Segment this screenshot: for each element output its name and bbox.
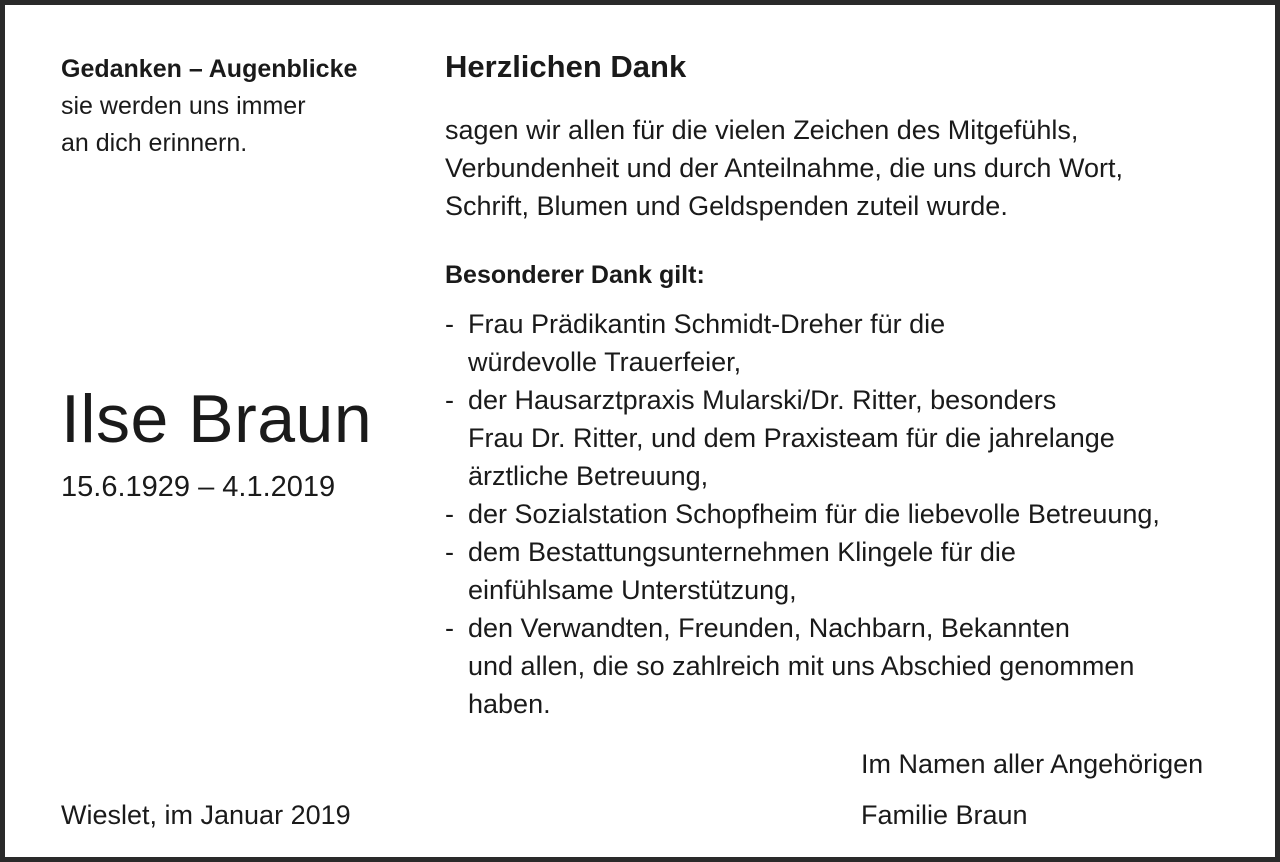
dash-bullet: - (445, 309, 454, 339)
special-thanks-heading: Besonderer Dank gilt: (445, 261, 705, 289)
thanks-item (445, 305, 1265, 381)
thanks-item-line: der Hausarztpraxis Mularski/Dr. Ritter, besonders (468, 385, 1057, 415)
thanks-list (445, 305, 1265, 723)
dash-bullet: - (445, 385, 454, 415)
thanks-item-line: ärztliche Betreuung, (468, 461, 709, 491)
thanks-item-line: würdevolle Trauerfeier, (468, 347, 742, 377)
motto-title: Gedanken – Augenblicke (61, 55, 358, 83)
signature-line: Im Namen aller Angehörigen (861, 749, 1204, 779)
intro-line: Verbundenheit und der Anteilnahme, die uns durch Wort, (445, 153, 1123, 183)
thanks-item-line: dem Bestattungsunternehmen Klingele für die (468, 537, 1016, 567)
thanks-item (445, 533, 1265, 609)
family-signature: Familie Braun (861, 800, 1028, 830)
thanks-item-line: der Sozialstation Schopfheim für die liebevolle Betreuung, (468, 499, 1160, 529)
motto-line: sie werden uns immer (61, 92, 306, 120)
thanks-item-line: und allen, die so zahlreich mit uns Abschied genommen (468, 651, 1135, 681)
dash-bullet: - (445, 613, 454, 643)
intro-line: Schrift, Blumen und Geldspenden zuteil wurde. (445, 191, 1008, 221)
life-dates: 15.6.1929 – 4.1.2019 (61, 471, 336, 503)
thanks-item-line: haben. (468, 689, 551, 719)
deceased-name: Ilse Braun (61, 381, 373, 457)
thanks-heading: Herzlichen Dank (445, 49, 687, 84)
thanks-item (445, 381, 1265, 495)
intro-text (445, 111, 1255, 225)
dash-bullet: - (445, 537, 454, 567)
place-date: Wieslet, im Januar 2019 (61, 800, 351, 830)
thanks-item-line: einfühlsame Unterstützung, (468, 575, 797, 605)
motto-line: an dich erinnern. (61, 129, 248, 157)
thanks-item-line: Frau Dr. Ritter, und dem Praxisteam für die jahrelange (468, 423, 1115, 453)
dash-bullet: - (445, 499, 454, 529)
thanks-item (445, 495, 1265, 533)
thanks-item-line: den Verwandten, Freunden, Nachbarn, Bekannten (468, 613, 1070, 643)
thanks-item-line: Frau Prädikantin Schmidt-Dreher für die (468, 309, 946, 339)
thanks-item (445, 609, 1265, 723)
intro-line: sagen wir allen für die vielen Zeichen des Mitgefühls, (445, 115, 1079, 145)
